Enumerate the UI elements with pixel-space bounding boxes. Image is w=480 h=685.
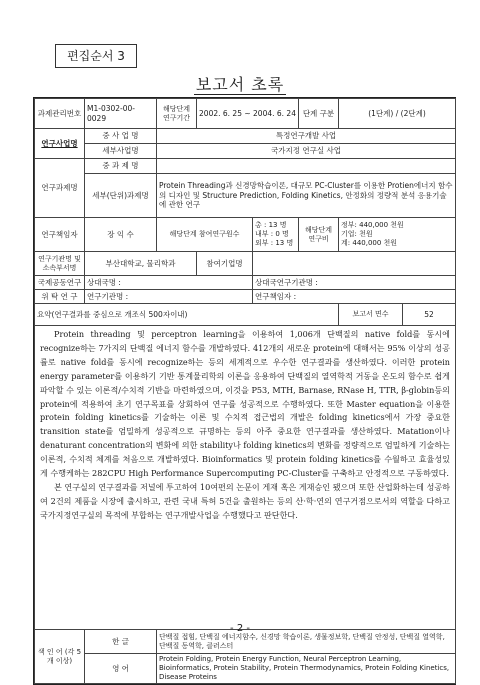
edit-order-label: 편집순서 3 [55, 44, 137, 68]
keywords-ko-label: 한 글 [85, 630, 157, 654]
main-task-value [157, 159, 456, 174]
stage-value: (1단계) / (2단계) [339, 99, 456, 129]
consign-label: 위 탁 연 구 [35, 290, 85, 304]
researcher-count-label: 해당단계 참여연구원수 [157, 218, 253, 252]
abstract-body [35, 326, 456, 630]
consign-person-label: 연구책임자 : [253, 290, 456, 304]
intl-inst-label: 상대국연구기관명 : [253, 276, 456, 290]
budget-values: 정부: 440,000 천원 기업: 천원 계: 440,000 천원 [339, 218, 456, 252]
intl-label: 국제공동연구 [35, 276, 85, 290]
project-number-label: 과제관리번호 [35, 99, 85, 129]
detail-project-value: 국가지정 연구실 사업 [157, 144, 456, 159]
abstract-paragraph: Protein threading 및 perceptron learning을 이용하여 1,006개 단백질의 native fold를 동시에 recognize하는 7가지의 단백질 에너지 함수를 개발하였다. 412개의 새로운 protein에 대해서는 95% 이상의 성공률로 native fold를 동시에 recognize하는 등의 세계적으로 우수한 연구결과를 생산하였다. 이러한 protein energy parameter를 이용하기 기반 통계물리학의 이론을 응용하여 단백질의 열역학적 거동을 온도의 함수로 쉽게 파악할 수 있는 이론적/수치적 기반을 마련하였으며, 이것을 P53, MTH, Barnase, RNase H, TTR, β-globin등의 protein에 적용하여 초기 연구목표를 상회하여 연구를 성공적으로 수행하였다. 또한 Master equation을 이용한 protein folding kinetics를 기술하는 이론 및 수치적 접근법의 개발은 folding kinetics에서 가장 중요한 transition state를 엄밀하게 성공적으로 규명하는 등의 아주 중요한 연구결과를 생산하였다. Matation이나 denaturant concentration의 변화에 의한 stability나 folding kinetics의 변화를 정량적으로 엄밀하게 기술하는 이론적, 수치적 체계를 처음으로 개발하였다. Bioinformatics 및 protein folding kinetics를 수월하고 효율성있게 수행케하는 282CPU High Performance Supercomputing PC-Cluster를 구축하고 안정적으로 구동하였다. [40, 329, 450, 479]
mid-project-value: 특정연구개발 사업 [157, 129, 456, 144]
responsible-name: 장 익 수 [85, 218, 157, 252]
consign-inst-label: 연구기관명 : [85, 290, 253, 304]
project-number: M1-0302-00-0029 [85, 99, 157, 129]
stage-label: 단계 구분 [299, 99, 339, 129]
keywords-en: Protein Folding, Protein Energy Function, Neural Perceptron Learning, Bioinformatics, Protein Stability, Protein Thermodynamics, Protein Folding Kinetics, Disease Proteins [157, 654, 456, 684]
page-number: - 2 - [230, 623, 250, 634]
summary-label: 요약(연구결과를 중심으로 개조식 500자이내) [35, 304, 339, 326]
responsible-label: 연구책임자 [35, 218, 85, 252]
researcher-counts: 총 : 13 명 내부 : 0 명 외부 : 13 명 [253, 218, 299, 252]
institution-label: 연구기관명 및 소속부서명 [35, 252, 85, 276]
period-value: 2002. 6. 25 ~ 2004. 6. 24 [197, 99, 299, 129]
mid-project-label: 중 사 업 명 [85, 129, 157, 144]
institution-value: 부산대학교, 물리학과 [85, 252, 197, 276]
sub-task-label: 세부(단위)과제명 [85, 174, 157, 218]
partner-value [253, 252, 456, 276]
intl-nation-label: 상대국명 : [85, 276, 253, 290]
abstract-paragraph: 본 연구실의 연구결과를 저널에 투고하여 10여편의 논문이 게재 혹은 게재승인 됐으며 또한 산업화하는데 성공하여 2건의 제품을 시장에 출시하고, 관련 국내 특허 5건을 출원하는 등의 산·학·연의 연구거점으로서의 역할을 다하고 국가지정연구실의 목적에 부합하는 연구개발사업을 수행했다고 판단한다. [40, 481, 450, 520]
main-task-label: 중 과 제 명 [85, 159, 157, 174]
research-label: 연구과제명 [35, 159, 85, 218]
sub-task-value: Protein Threading과 신경망학습이론, 대규모 PC-Cluster를 이용한 Protien에너지 함수의 디자인 및 Structure Prediction, Folding Kinetics, 안정화의 정량적 분석 응용기술 에 관한 연구 [157, 174, 456, 218]
report-title: 보고서 초록 [195, 75, 285, 94]
pages-value: 52 [403, 304, 456, 326]
keywords-label: 색 인 어 (각 5개 이상) [35, 630, 85, 684]
partner-label: 참여기업명 [197, 252, 253, 276]
detail-project-label: 세부사업명 [85, 144, 157, 159]
keywords-ko: 단백질 접힘, 단백질 에너지함수, 신경망 학습이론, 생물정보학, 단백질 안정성, 단백질 열역학, 단백질 동역학, 클러스터 [157, 630, 456, 654]
pages-label: 보고서 면수 [339, 304, 403, 326]
abstract-form [33, 97, 456, 685]
keywords-en-label: 영 어 [85, 654, 157, 684]
period-label: 해당단계 연구기간 [157, 99, 197, 129]
project-label: 연구사업명 [41, 138, 78, 148]
budget-label: 해당단계 연구비 [299, 218, 339, 252]
